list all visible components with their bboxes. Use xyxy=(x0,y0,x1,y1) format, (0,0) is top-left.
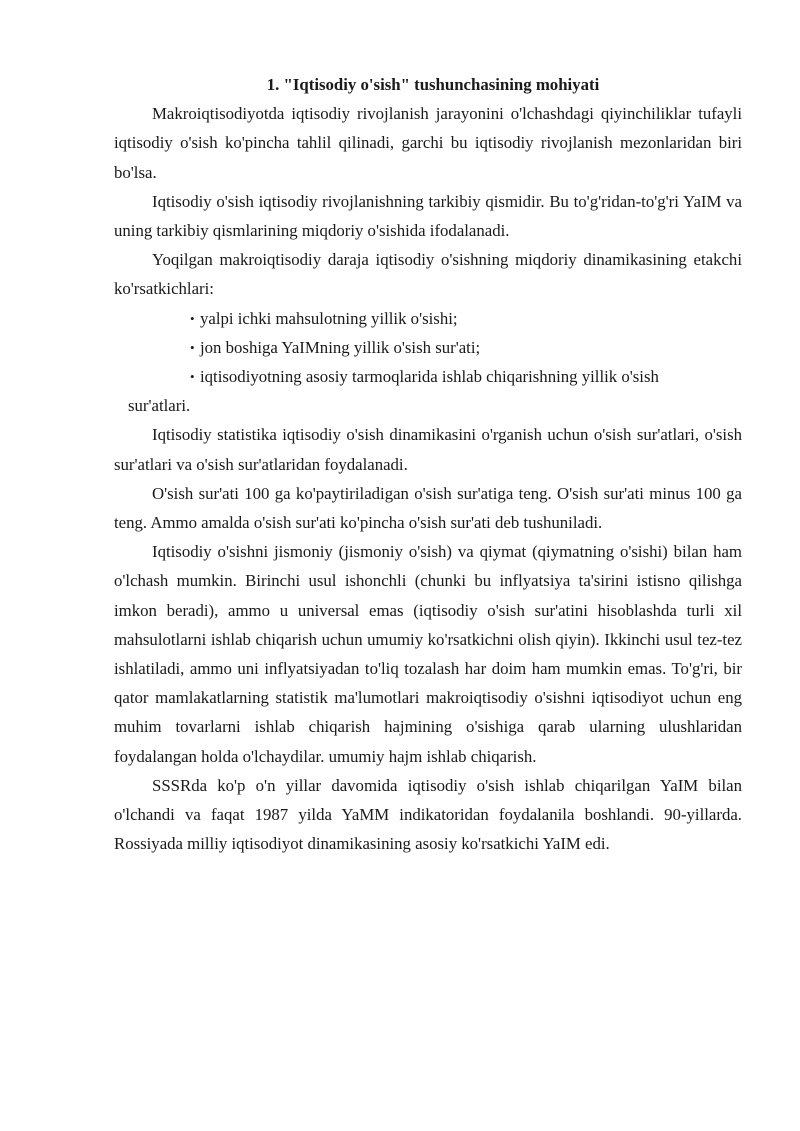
list-item-continuation: sur'atlari. xyxy=(128,396,191,416)
list-item xyxy=(162,304,742,333)
paragraph: Makroiqtisodiyotda iqtisodiy rivojlanish jarayonini o'lchashdagi qiyinchiliklar tufayli iqtisodiy o'sish ko'pincha tahlil qilinadi, garchi bu iqtisodiy rivojlanish mezonlaridan biri bo'lsa. xyxy=(114,104,742,182)
paragraph: SSSRda ko'p o'n yillar davomida iqtisodiy o'sish ishlab chiqarilgan YaIM bilan o'lchandi va faqat 1987 yilda YaMM indikatoridan foydalanila boshlandi. 90-yillarda. Rossiyada milliy iqtisodiyot dinamikasining asosiy ko'rsatkichi YaIM edi. xyxy=(114,775,742,854)
bullet-icon: • xyxy=(190,339,195,355)
list-item xyxy=(128,362,742,420)
bullet-icon: • xyxy=(190,310,195,326)
list-item xyxy=(162,333,742,362)
bullet-list xyxy=(114,304,742,421)
bullet-icon: • xyxy=(190,369,195,385)
list-item-text: yalpi ichki mahsulotning yillik o'sishi; xyxy=(200,308,458,328)
paragraph: Iqtisodiy statistika iqtisodiy o'sish dinamikasini o'rganish uchun o'sish sur'atlari, o'sish sur'atlari va o'sish sur'atlaridan foydalanadi. xyxy=(114,425,742,474)
paragraph: Iqtisodiy o'sishni jismoniy (jismoniy o'sish) va qiymat (qiymatning o'sishi) bilan ham o'lchash mumkin. Birinchi usul ishonchli (chunki bu inflyatsiya ta'sirini istisno qilishga imkon beradi), ammo u universal emas (iqtisodiy o'sish sur'atini hisoblashda turli xil mahsulotlarni ishlab chiqarish uchun umumiy ko'rsatkichni olish qiyin). Ikkinchi usul tez-tez ishlatiladi, ammo uni inflyatsiyadan to'liq tozalash har doim ham mumkin emas. To'g'ri, bir qator mamlakatlarning statistik ma'lumotlari makroiqtisodiy o'sishni iqtisodiyot uchun eng muhim tovarlarni ishlab chiqarish hajmining o'sishiga qarab ularning ulushlaridan foydalangan holda o'lchaydilar. umumiy hajm ishlab chiqarish. xyxy=(114,542,742,766)
section-title: 1. "Iqtisodiy o'sish" tushunchasining mohiyati xyxy=(266,75,600,94)
paragraph: Yoqilgan makroiqtisodiy daraja iqtisodiy o'sishning miqdoriy dinamikasining etakchi ko'rsatkichlari: xyxy=(114,250,742,299)
paragraph: O'sish sur'ati 100 ga ko'paytiriladigan o'sish sur'atiga teng. O'sish sur'ati minus 100 ga teng. Ammo amalda o'sish sur'ati ko'pincha o'sish sur'ati deb tushuniladi. xyxy=(114,483,742,533)
document-page xyxy=(114,70,742,858)
list-item-text: iqtisodiyotning asosiy tarmoqlarida ishlab chiqarishning yillik o'sish xyxy=(200,367,659,387)
paragraph: Iqtisodiy o'sish iqtisodiy rivojlanishning tarkibiy qismidir. Bu to'g'ridan-to'g'ri YaIM va uning tarkibiy qismlarining miqdoriy o'sishida ifodalanadi. xyxy=(114,191,742,241)
list-item-text: jon boshiga YaIMning yillik o'sish sur'ati; xyxy=(200,337,481,357)
